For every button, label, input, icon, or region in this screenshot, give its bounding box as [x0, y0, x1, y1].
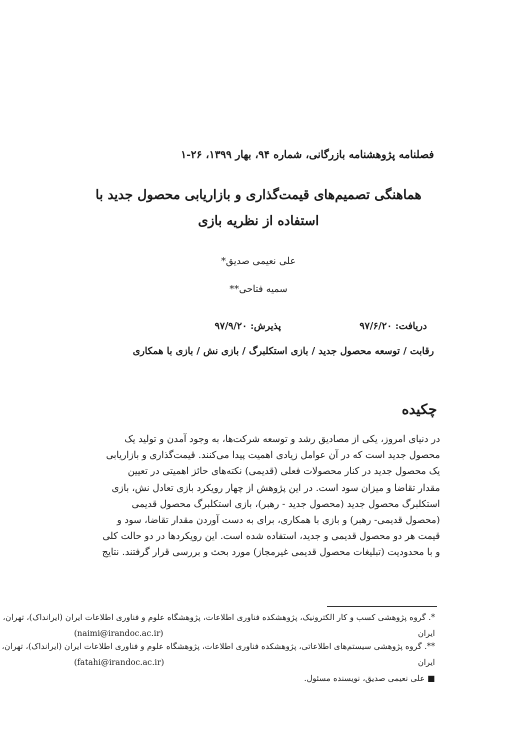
paper-title-line-1: هماهنگی تصمیم‌های قیمت‌گذاری و بازاریابی محصول جدید با [95, 188, 422, 203]
abstract-line: و با محدودیت (تبلیغات محصول قدیمی غیرمجاز) مورد بحث و بررسی قرار گرفتند. نتایج [102, 547, 440, 559]
keywords: رقابت / توسعه محصول جدید / بازی استکلبرگ / بازی نش / بازی با همکاری [132, 346, 434, 357]
abstract-body [73, 432, 440, 562]
abstract-line: محصول جدید است که در آن عوامل زیادی اهمیت پیدا می‌کنند. قیمت‌گذاری و بازاریابی [105, 450, 440, 462]
footnote-1-email: (naimi@irandoc.ac.ir) [74, 628, 164, 638]
paper-title-line-2: استفاده از نظریه بازی [197, 214, 320, 229]
footnote-1: *. گروه پژوهشی کسب و کار الکترونیک، پژوهشکده فناوری اطلاعات، پژوهشگاه علوم و فناوری اطلاعات ایران (ایرانداک)، تهران، [2, 612, 435, 622]
corresponding-author-note: ■ علی نعیمی صدیق، نویسنده مسئول. [304, 673, 435, 683]
footnote-1-continuation: ایران [417, 628, 435, 638]
abstract-line: یک محصول جدید در کنار محصولات فعلی (قدیمی) نکته‌های حائز اهمیتی در تعیین [127, 466, 440, 478]
footnote-2-email: (fatahi@irandoc.ac.ir) [74, 657, 165, 667]
abstract-line: در دنیای امروز، یکی از مصادیق رشد و توسعه شرکت‌ها، به وجود آمدن و تولید یک [124, 434, 440, 445]
abstract-line: قیمت هر دو محصول قدیمی و جدید، استفاده شده است. این رویکردها در دو حالت کلی [102, 531, 440, 543]
abstract-heading: چکیده [401, 402, 437, 418]
abstract-line: استکلبرگ محصول جدید (محصول جدید - رهبر)، بازی استکلبرگ محصول قدیمی [131, 498, 440, 510]
footnote-separator [327, 606, 437, 607]
accepted-date: پذیرش: ۹۷/۹/۲۰ [214, 321, 281, 332]
author-1: علی نعیمی صدیق* [221, 256, 296, 267]
footnote-2-continuation: ایران [417, 657, 435, 667]
abstract-line: (محصول قدیمی- رهبر) و بازی با همکاری، برای به دست آوردن مقدار تقاضا، سود و [117, 515, 440, 527]
footnote-2: **. گروه پژوهشی سیستم‌های اطلاعاتی، پژوهشکده فناوری اطلاعات، پژوهشگاه علوم و فناوری اطلاعات ایران (ایرانداک)، تهران، [1, 641, 435, 651]
author-2: سمیه فتاحی** [229, 284, 288, 295]
received-date: دریافت: ۹۷/۶/۲۰ [359, 321, 427, 332]
journal-citation: فصلنامه پژوهشنامه بازرگانی، شماره ۹۴، بهار ۱۳۹۹، ۲۶-۱ [180, 149, 434, 161]
abstract-line: مقدار تقاضا و میزان سود است. در این پژوهش از چهار رویکرد بازی تعادل نش، بازی [111, 482, 440, 494]
